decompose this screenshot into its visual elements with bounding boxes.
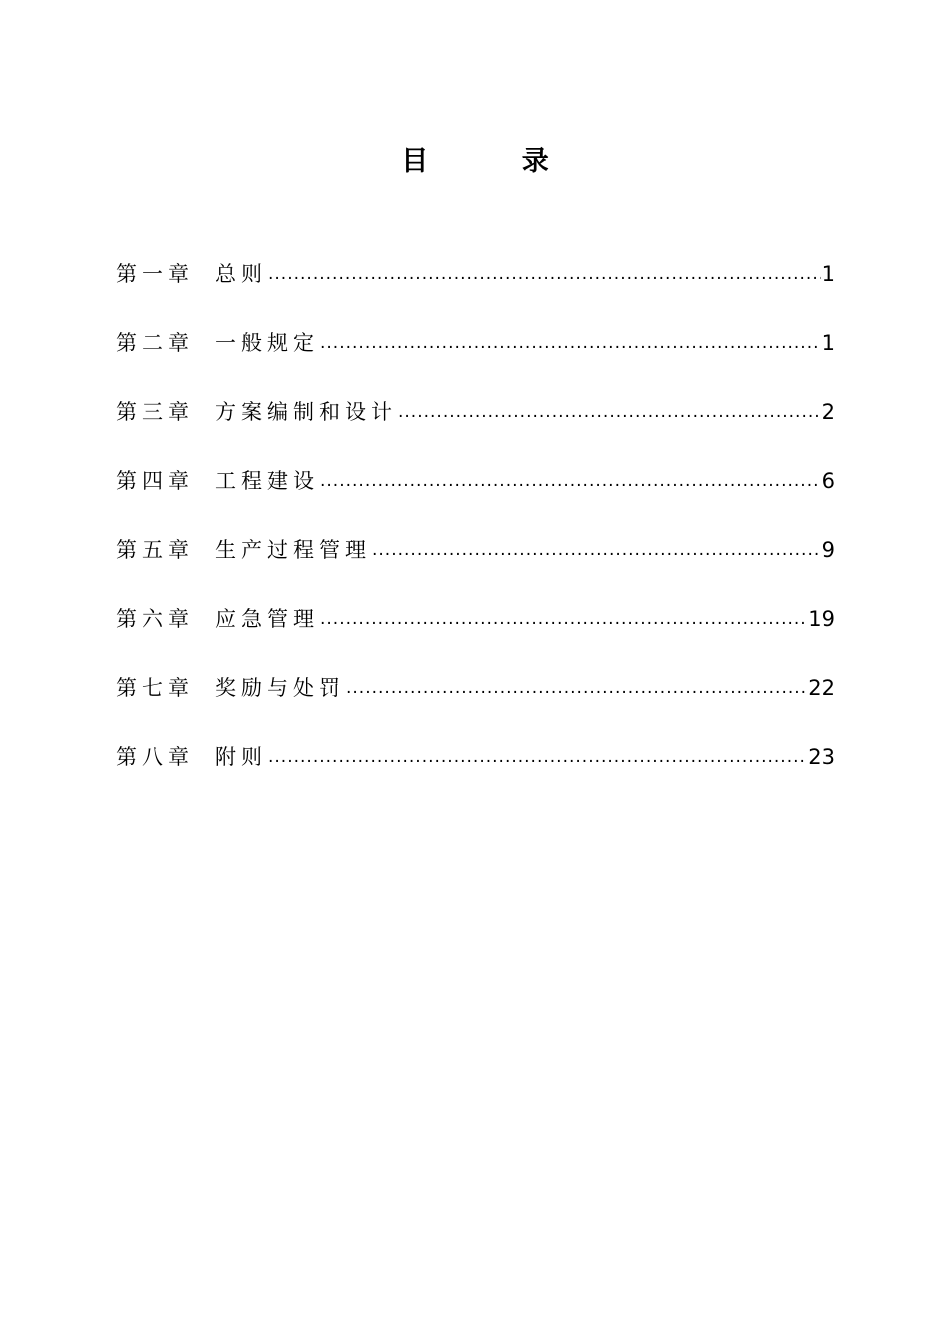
toc-entry[interactable] (116, 394, 835, 463)
toc-entry[interactable] (116, 739, 835, 808)
toc-entry[interactable] (116, 532, 835, 601)
toc-entry[interactable] (116, 463, 835, 532)
page-number: 2 (821, 400, 835, 424)
chapter-number: 第一章 (116, 262, 194, 286)
page-number: 6 (821, 469, 835, 493)
page-number: 23 (808, 745, 835, 769)
chapter-number: 第二章 (116, 331, 194, 355)
dot-leader (320, 325, 821, 361)
dot-leader (398, 394, 821, 430)
toc-entry[interactable] (116, 325, 835, 394)
chapter-title: 附则 (215, 745, 267, 769)
toc-list (116, 256, 835, 808)
chapter-title: 方案编制和设计 (215, 400, 397, 424)
chapter-number: 第六章 (116, 607, 194, 631)
dot-leader (268, 739, 807, 775)
dot-leader (372, 532, 821, 568)
chapter-title: 生产过程管理 (215, 538, 371, 562)
chapter-number: 第七章 (116, 676, 194, 700)
page-number: 22 (808, 676, 835, 700)
toc-entry[interactable] (116, 256, 835, 325)
chapter-number: 第四章 (116, 469, 194, 493)
toc-entry[interactable] (116, 601, 835, 670)
dot-leader (320, 601, 807, 637)
toc-title: 目 录 (401, 146, 591, 177)
dot-leader (320, 463, 821, 499)
chapter-number: 第三章 (116, 400, 194, 424)
dot-leader (346, 670, 807, 706)
chapter-title: 工程建设 (215, 469, 319, 493)
chapter-title: 奖励与处罚 (215, 676, 345, 700)
page-number: 9 (821, 538, 835, 562)
dot-leader (268, 256, 821, 292)
page-number: 1 (821, 262, 835, 286)
page-number: 1 (821, 331, 835, 355)
chapter-number: 第五章 (116, 538, 194, 562)
page-number: 19 (808, 607, 835, 631)
toc-entry[interactable] (116, 670, 835, 739)
chapter-title: 总则 (215, 262, 267, 286)
chapter-title: 应急管理 (215, 607, 319, 631)
chapter-title: 一般规定 (215, 331, 319, 355)
chapter-number: 第八章 (116, 745, 194, 769)
